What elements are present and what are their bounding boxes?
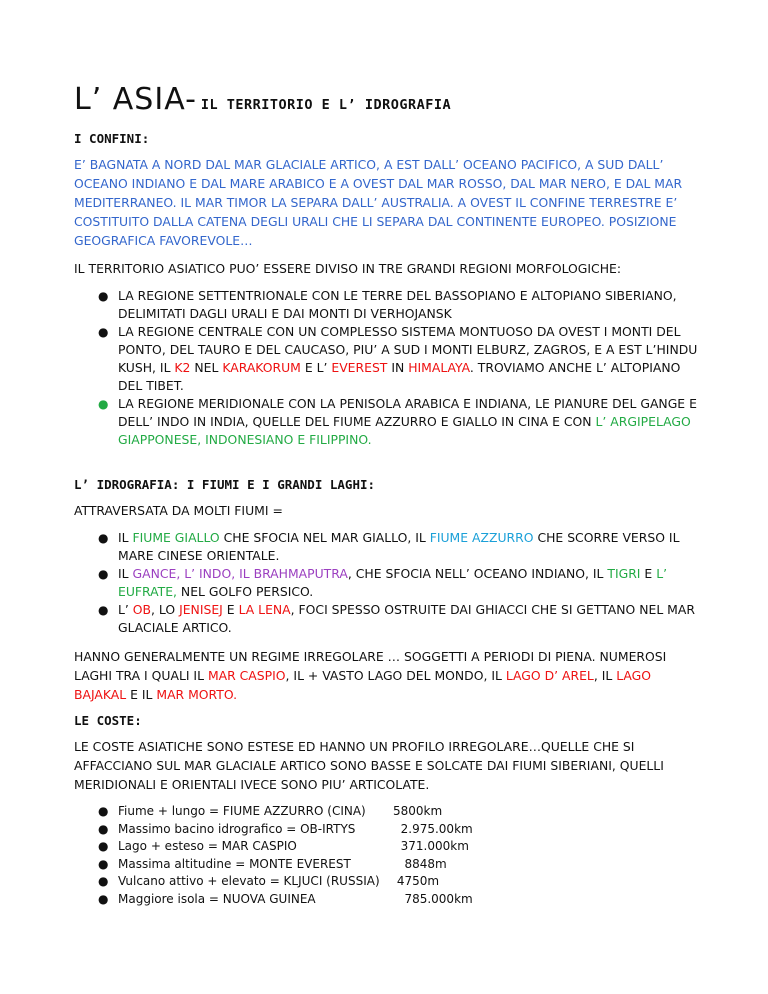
text-fragment: IL [118, 566, 133, 581]
eufrate-highlight: L’ EUFRATE, [118, 566, 668, 599]
fact-label: Fiume + lungo = FIUME AZZURRO (CINA) [118, 804, 366, 818]
list-item [74, 601, 702, 637]
heading-confini: I CONFINI: [74, 131, 150, 146]
list-item [74, 873, 702, 891]
list-item [74, 529, 702, 565]
bullet-icon: ● [98, 531, 109, 545]
list-item [74, 891, 702, 909]
heading-idrografia: L’ IDROGRAFIA: I FIUMI E I GRANDI LAGHI: [74, 477, 376, 492]
text-fragment: E [640, 566, 657, 581]
region-north-text: LA REGIONE SETTENTRIONALE CON LE TERRE DEL BASSOPIANO E ALTOPIANO SIBERIANO, DELIMITATI DAGLI URALI E DAI MONTI DI VERHOJANSK [118, 288, 677, 321]
text-fragment: , FOCI SPESSO OSTRUITE DAI GHIACCI CHE SI GETTANO NEL MAR GLACIALE ARTICO. [118, 602, 695, 635]
bullet-icon: ● [98, 821, 109, 836]
list-item [74, 821, 702, 839]
list-item [74, 838, 702, 856]
lena-highlight: LA LENA [238, 602, 291, 617]
list-item [74, 803, 702, 821]
bullet-icon: ● [98, 603, 109, 617]
k2-highlight: K2 [174, 360, 191, 375]
bullet-icon: ● [98, 839, 109, 854]
region-center-text: LA REGIONE CENTRALE CON UN COMPLESSO SISTEMA MONTUOSO DA OVEST I MONTI DEL PONTO, DEL TAURO E DEL CAUCASO, PIU’ A SUD I MONTI ELBURZ, ZAGROS, E A EST L’HINDU KUSH, IL [118, 324, 698, 375]
fact-label: Massimo bacino idrografico = OB-IRTYS [118, 821, 356, 836]
confini-paragraph: E’ BAGNATA A NORD DAL MAR GLACIALE ARTICO, A EST DALL’ OCEANO PACIFICO, A SUD DALL’ OCEANO INDIANO E DAL MARE ARABICO E A OVEST DAL MAR ROSSO, DAL MAR NERO, E DAL MAR MEDITERRANEO. IL MAR TIMOR LA SEPARA DALL’ AUSTRALIA. A OVEST IL CONFINE TERRESTRE E’ COSTITUITO DALLA CATENA DEGLI URALI CHE LI SEPARA DAL CONTINENTE EUROPEO. POSIZIONE GEOGRAFICA FAVOREVOLE… [74, 157, 683, 248]
caspio-highlight: MAR CASPIO [207, 668, 286, 683]
list-item [74, 323, 702, 395]
bullet-icon: ● [98, 289, 109, 303]
list-item [74, 565, 702, 601]
rivers-list [74, 529, 702, 637]
bajakal-highlight: LAGO BAJAKAL [74, 668, 652, 702]
fact-value: 8848m [393, 856, 447, 871]
text-fragment: , CHE SFOCIA NELL’ OCEANO INDIANO, IL [347, 566, 608, 581]
fact-label: Massima altitudine = MONTE EVEREST [118, 856, 351, 871]
page-title [74, 82, 702, 117]
text-fragment: , IL [593, 668, 617, 683]
laghi-paragraph [74, 647, 702, 704]
fact-value: 785.000km [393, 891, 473, 906]
everest-highlight: EVEREST [331, 360, 388, 375]
text-fragment: IN [387, 360, 409, 375]
text-fragment: CHE SFOCIA NEL MAR GIALLO, IL [219, 530, 430, 545]
fact-label: Vulcano attivo + elevato = KLJUCI (RUSSIA) [118, 874, 380, 889]
facts-list [74, 803, 702, 909]
bullet-icon: ● [98, 397, 109, 411]
list-item [74, 395, 702, 449]
tigri-highlight: TIGRI [607, 566, 641, 581]
fact-label: Lago + esteso = MAR CASPIO [118, 839, 297, 854]
bullet-icon: ● [98, 856, 109, 871]
regions-list [74, 287, 702, 449]
fact-value: 5800km [393, 804, 443, 818]
fact-value: 2.975.00km [393, 821, 473, 836]
text-fragment: , IL + VASTO LAGO DEL MONDO, IL [285, 668, 506, 683]
idro-intro: ATTRAVERSATA DA MOLTI FIUMI = [74, 503, 283, 518]
archipelago-highlight: L’ ARGIPELAGO GIAPPONESE, INDONESIANO E FILIPPINO. [118, 414, 691, 447]
text-fragment: IL [118, 530, 133, 545]
bullet-icon: ● [98, 874, 109, 889]
fact-value: 4750m [393, 874, 440, 889]
fiume-azzurro-highlight: FIUME AZZURRO [429, 530, 534, 545]
fact-value: 371.000km [393, 839, 469, 854]
territorio-intro: IL TERRITORIO ASIATICO PUO’ ESSERE DIVISO IN TRE GRANDI REGIONI MORFOLOGICHE: [74, 261, 622, 276]
coste-paragraph: LE COSTE ASIATICHE SONO ESTESE ED HANNO UN PROFILO IRREGOLARE…QUELLE CHE SI AFFACCIANO SUL MAR GLACIALE ARTICO SONO BASSE E SOLCATE DAI FIUMI SIBERIANI, QUELLI MERIDIONALI E ORIENTALI IVECE SONO PIU’ ARTICOLATE. [74, 739, 664, 792]
bullet-icon: ● [98, 804, 109, 818]
text-fragment: E IL [126, 687, 157, 702]
region-south-text: LA REGIONE MERIDIONALE CON LA PENISOLA ARABICA E INDIANA, LE PIANURE DEL GANGE E DELL’ INDO IN INDIA, QUELLE DEL FIUME AZZURRO E GIALLO IN CINA E CON [118, 396, 697, 429]
text-fragment: E [222, 602, 239, 617]
text-fragment: , LO [151, 602, 180, 617]
fiume-giallo-highlight: FIUME GIALLO [132, 530, 220, 545]
bullet-icon: ● [98, 325, 109, 339]
mar-morto-highlight: MAR MORTO. [156, 687, 238, 702]
list-item [74, 287, 702, 323]
gange-indo-highlight: GANCE, L’ INDO, IL BRAHMAPUTRA [132, 566, 348, 581]
fact-label: Maggiore isola = NUOVA GUINEA [118, 891, 316, 906]
text-fragment: HANNO GENERALMENTE UN REGIME IRREGOLARE … SOGGETTI A PERIODI DI PIENA. NUMEROSI LAGHI TRA I QUALI IL [74, 649, 667, 683]
list-item [74, 856, 702, 874]
arel-highlight: LAGO D’ AREL [505, 668, 594, 683]
text-fragment: NEL GOLFO PERSICO. [176, 584, 314, 599]
bullet-icon: ● [98, 567, 109, 581]
text-fragment: E L’ [300, 360, 332, 375]
himalaya-highlight: HIMALAYA [408, 360, 470, 375]
text-fragment: NEL [190, 360, 223, 375]
ob-highlight: OB [132, 602, 152, 617]
text-fragment: L’ [118, 602, 133, 617]
heading-coste: LE COSTE: [74, 713, 142, 728]
title-subtitle: IL TERRITORIO E L’ IDROGRAFIA [200, 97, 452, 113]
bullet-icon: ● [98, 891, 109, 906]
karakorum-highlight: KARAKORUM [222, 360, 301, 375]
text-fragment: CHE SCORRE VERSO IL MARE CINESE ORIENTALE. [118, 530, 680, 563]
title-main: L’ ASIA- [74, 82, 197, 117]
text-fragment: . TROVIAMO ANCHE L’ ALTOPIANO DEL TIBET. [118, 360, 681, 393]
jenisej-highlight: JENISEJ [179, 602, 223, 617]
